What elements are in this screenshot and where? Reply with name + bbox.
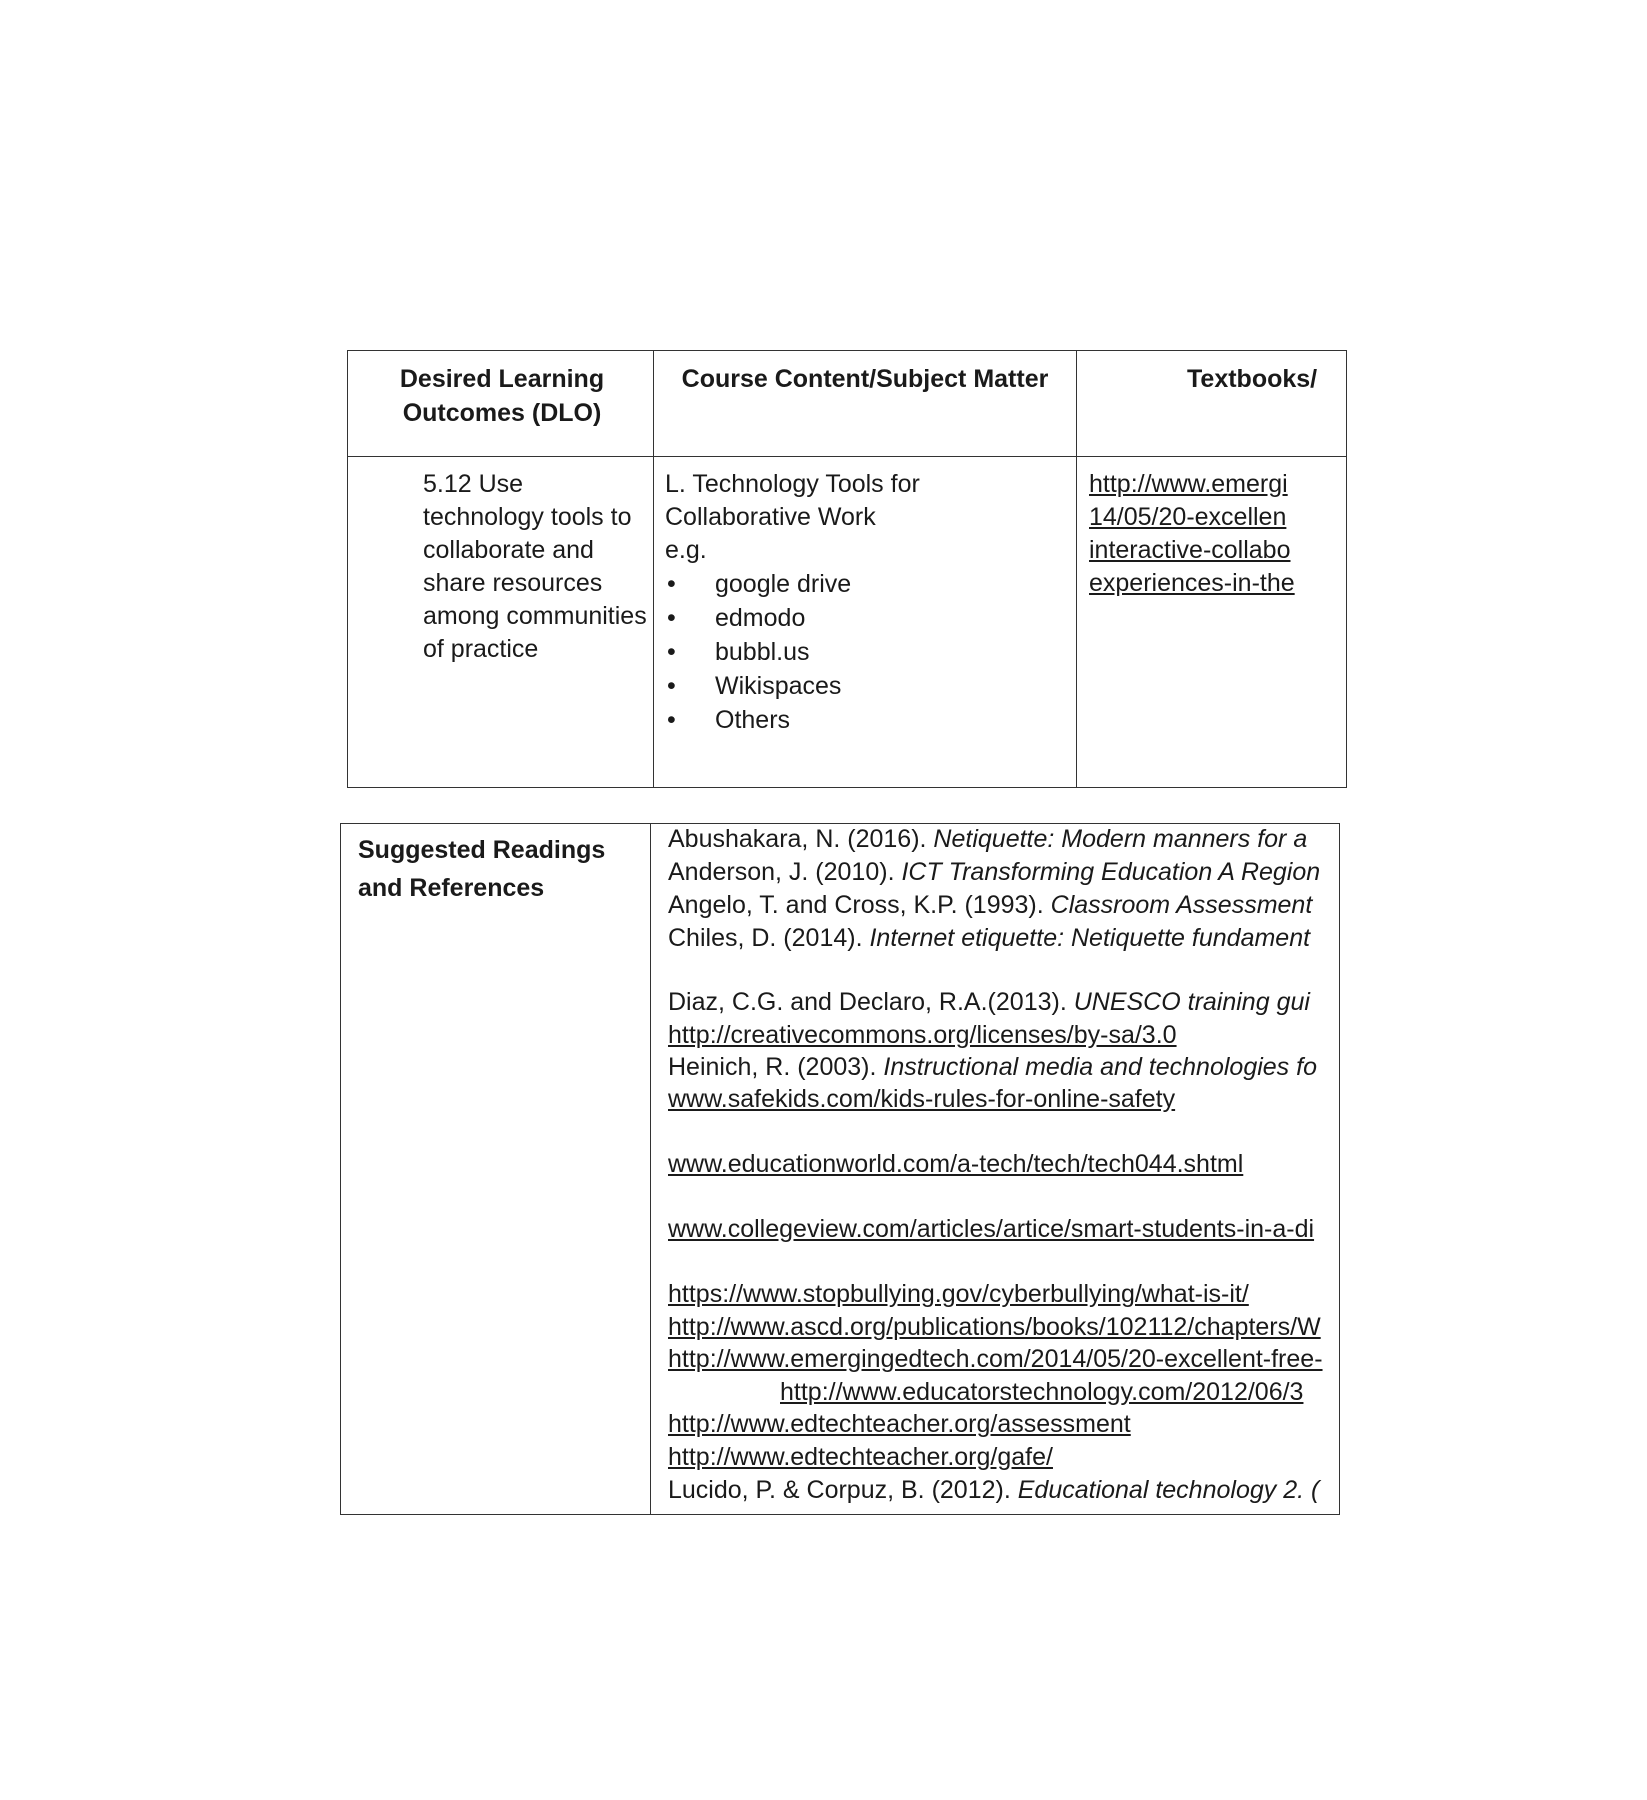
suggested-readings-table bbox=[340, 823, 1340, 1515]
bullet-icon: • bbox=[667, 570, 676, 598]
column-divider bbox=[653, 350, 654, 788]
content-title: L. Technology Tools for Collaborative Work bbox=[665, 470, 920, 531]
reference-item: Lucido, P. & Corpuz, B. (2012). Educational technology 2. ( bbox=[668, 1476, 1320, 1504]
textbook-link-line[interactable]: 14/05/20-excellen bbox=[1089, 503, 1287, 531]
header-textbooks: Textbooks/ bbox=[1187, 365, 1318, 393]
header-divider bbox=[347, 456, 1347, 457]
course-outline-table bbox=[347, 350, 1347, 788]
bullet-icon: • bbox=[667, 672, 676, 700]
reference-link[interactable]: http://www.educatorstechnology.com/2012/06/3 bbox=[780, 1378, 1304, 1406]
list-item: • bubbl.us bbox=[665, 635, 1065, 669]
header-course-content: Course Content/Subject Matter bbox=[681, 365, 1049, 393]
textbook-link-line[interactable]: http://www.emergi bbox=[1089, 470, 1288, 498]
reference-item: Angelo, T. and Cross, K.P. (1993). Classroom Assessment bbox=[668, 891, 1313, 919]
list-item: • edmodo bbox=[665, 601, 1065, 635]
reference-link[interactable]: www.educationworld.com/a-tech/tech/tech044.shtml bbox=[668, 1150, 1244, 1178]
reference-item: Heinich, R. (2003). Instructional media and technologies fo bbox=[668, 1053, 1317, 1081]
suggested-readings-label: Suggested Readings and References bbox=[358, 836, 606, 902]
list-item: • google drive bbox=[665, 567, 1065, 601]
textbook-link-line[interactable]: experiences-in-the bbox=[1089, 569, 1295, 597]
reference-link[interactable]: www.safekids.com/kids-rules-for-online-safety bbox=[668, 1085, 1176, 1113]
reference-link[interactable]: http://www.emergingedtech.com/2014/05/20-excellent-free- bbox=[668, 1345, 1323, 1373]
bullet-icon: • bbox=[667, 706, 676, 734]
bullet-icon: • bbox=[667, 638, 676, 666]
dlo-text: 5.12 Use technology tools to collaborate and share resources among communities of practice bbox=[423, 470, 647, 663]
reference-item: Chiles, D. (2014). Internet etiquette: Netiquette fundament bbox=[668, 924, 1311, 952]
textbook-link-line[interactable]: interactive-collabo bbox=[1089, 536, 1291, 564]
header-dlo: Desired Learning Outcomes (DLO) bbox=[399, 365, 605, 427]
reference-link[interactable]: http://creativecommons.org/licenses/by-sa/3.0 bbox=[668, 1021, 1177, 1049]
bullet-icon: • bbox=[667, 604, 676, 632]
tool-list bbox=[665, 567, 1065, 737]
reference-link[interactable]: www.collegeview.com/articles/artice/smart-students-in-a-di bbox=[668, 1215, 1315, 1243]
column-divider bbox=[650, 823, 651, 1515]
reference-link[interactable]: http://www.edtechteacher.org/assessment bbox=[668, 1410, 1131, 1438]
column-divider bbox=[1076, 350, 1077, 788]
reference-link[interactable]: https://www.stopbullying.gov/cyberbullying/what-is-it/ bbox=[668, 1280, 1249, 1308]
reference-item: Anderson, J. (2010). ICT Transforming Education A Region bbox=[668, 858, 1321, 886]
reference-item: Diaz, C.G. and Declaro, R.A.(2013). UNESCO training gui bbox=[668, 988, 1310, 1016]
textbook-link[interactable] bbox=[1089, 468, 1349, 600]
list-item: • Wikispaces bbox=[665, 669, 1065, 703]
content-eg: e.g. bbox=[665, 536, 707, 564]
course-content-cell bbox=[665, 468, 1065, 737]
reference-item: Abushakara, N. (2016). Netiquette: Modern manners for a bbox=[668, 825, 1308, 853]
list-item: • Others bbox=[665, 703, 1065, 737]
reference-link[interactable]: http://www.edtechteacher.org/gafe/ bbox=[668, 1443, 1053, 1471]
reference-link[interactable]: http://www.ascd.org/publications/books/102112/chapters/W bbox=[668, 1313, 1321, 1341]
